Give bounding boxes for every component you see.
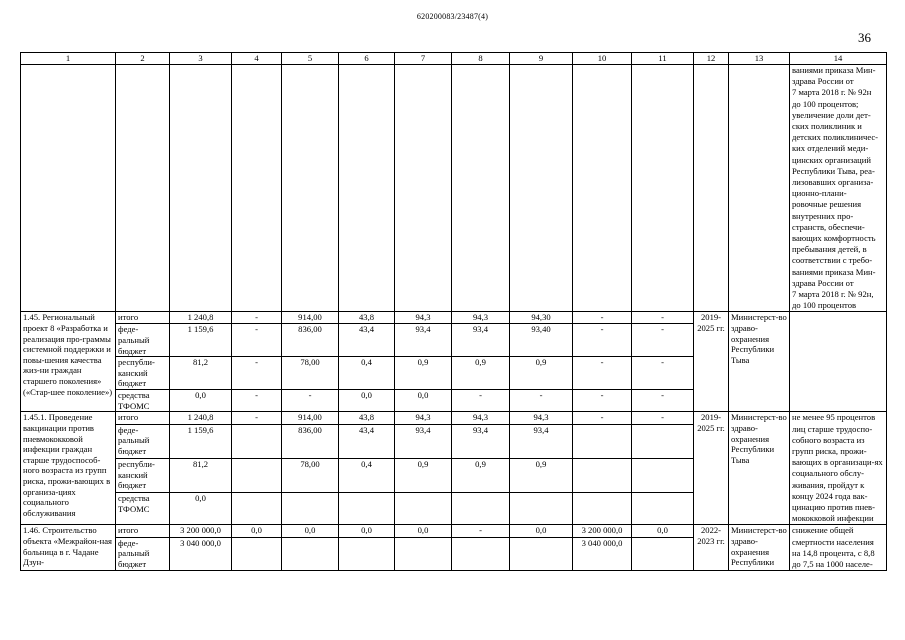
value-cell: 0,0 <box>339 390 395 412</box>
value-cell: 94,3 <box>510 412 573 424</box>
value-cell: - <box>632 357 694 390</box>
budget-table <box>20 52 887 571</box>
value-cell: 0,0 <box>510 525 573 537</box>
continued-row <box>21 65 887 312</box>
value-cell <box>232 537 282 571</box>
value-cell: 93,4 <box>395 324 452 357</box>
value-cell: - <box>632 324 694 357</box>
value-cell <box>452 537 510 571</box>
value-cell: 1 240,8 <box>170 412 232 424</box>
value-cell <box>232 459 282 493</box>
value-cell: 0,9 <box>452 459 510 493</box>
value-cell: - <box>573 412 632 424</box>
value-cell: 0,4 <box>339 357 395 390</box>
value-cell <box>510 493 573 525</box>
value-cell: 3 040 000,0 <box>170 537 232 571</box>
funding-source: средства ТФОМС <box>116 493 170 525</box>
value-cell: 0,0 <box>282 525 339 537</box>
value-cell: - <box>452 390 510 412</box>
value-cell <box>632 459 694 493</box>
executor-cell: Министерст-во здраво-охранения Республики <box>729 525 790 571</box>
value-cell <box>339 537 395 571</box>
value-cell: - <box>573 357 632 390</box>
value-cell: 0,0 <box>395 525 452 537</box>
value-cell: 0,9 <box>395 459 452 493</box>
value-cell: - <box>232 324 282 357</box>
funding-source: итого <box>116 412 170 424</box>
value-cell: 81,2 <box>170 357 232 390</box>
value-cell: 3 200 000,0 <box>573 525 632 537</box>
cell-empty <box>694 65 729 312</box>
value-cell: 43,8 <box>339 412 395 424</box>
column-header: 13 <box>729 53 790 65</box>
value-cell <box>632 424 694 458</box>
value-cell <box>282 537 339 571</box>
value-cell: - <box>632 390 694 412</box>
cell-empty <box>170 65 232 312</box>
item-name: 1.45.1. Проведение вакцинации против пневмококковой инфекции граждан старше трудоспособ-ного возраста из групп риска, прожи-вающих в организа-циях социального обслуживания <box>21 412 116 525</box>
value-cell: 0,9 <box>510 357 573 390</box>
cell-empty <box>282 65 339 312</box>
value-cell: 43,4 <box>339 424 395 458</box>
value-cell: - <box>573 312 632 324</box>
value-cell: 0,9 <box>395 357 452 390</box>
column-header: 11 <box>632 53 694 65</box>
value-cell: 78,00 <box>282 357 339 390</box>
period-cell: 2022-2023 гг. <box>694 525 729 571</box>
column-header: 12 <box>694 53 729 65</box>
funding-source: республи-канский бюджет <box>116 357 170 390</box>
cell-empty <box>452 65 510 312</box>
value-cell: 1 159,6 <box>170 424 232 458</box>
value-cell: 1 159,6 <box>170 324 232 357</box>
value-cell: 43,4 <box>339 324 395 357</box>
cell-empty <box>395 65 452 312</box>
value-cell: 43,8 <box>339 312 395 324</box>
expected-result <box>790 312 887 412</box>
header-row <box>21 53 887 65</box>
value-cell <box>232 424 282 458</box>
column-header: 14 <box>790 53 887 65</box>
value-cell: 0,0 <box>170 390 232 412</box>
value-cell: 914,00 <box>282 412 339 424</box>
funding-source: итого <box>116 525 170 537</box>
funding-source: феде-ральный бюджет <box>116 424 170 458</box>
page-number: 36 <box>858 30 871 45</box>
value-cell: 3 040 000,0 <box>573 537 632 571</box>
value-cell: - <box>632 312 694 324</box>
value-cell <box>339 493 395 525</box>
value-cell: 0,0 <box>632 525 694 537</box>
column-header: 5 <box>282 53 339 65</box>
value-cell: 94,3 <box>395 312 452 324</box>
value-cell: 0,4 <box>339 459 395 493</box>
value-cell: - <box>232 390 282 412</box>
value-cell: 93,4 <box>395 424 452 458</box>
value-cell <box>232 493 282 525</box>
value-cell: - <box>632 412 694 424</box>
expected-result: снижение общей смертности населения на 14,8 процента, с 8,8 до 7,5 на 1000 населе- <box>790 525 887 571</box>
value-cell <box>452 493 510 525</box>
column-header: 10 <box>573 53 632 65</box>
value-cell: - <box>452 525 510 537</box>
value-cell <box>282 493 339 525</box>
table-row <box>21 412 887 424</box>
value-cell: 914,00 <box>282 312 339 324</box>
funding-source: феде-ральный бюджет <box>116 537 170 571</box>
value-cell: 0,9 <box>452 357 510 390</box>
value-cell <box>395 537 452 571</box>
cell-empty <box>573 65 632 312</box>
value-cell: 0,0 <box>232 525 282 537</box>
value-cell <box>573 493 632 525</box>
item-name: 1.45. Региональный проект 8 «Разработка и реализация про-граммы системной поддержки и повы-шения качества жиз-ни граждан старшего поколения» («Стар-шее поколение») <box>21 312 116 412</box>
value-cell: - <box>510 390 573 412</box>
value-cell: 836,00 <box>282 424 339 458</box>
value-cell: 0,0 <box>395 390 452 412</box>
item-name: 1.46. Строительство объекта «Межрайон-ная больница в г. Чадане Дзун- <box>21 525 116 571</box>
period-cell: 2019-2025 гг. <box>694 412 729 525</box>
funding-source: итого <box>116 312 170 324</box>
value-cell: 1 240,8 <box>170 312 232 324</box>
funding-source: феде-ральный бюджет <box>116 324 170 357</box>
expected-result: не менее 95 процентов лиц старше трудоспо-собного возраста из групп риска, прожи-вающих в организаци-ях социального обслу-живания, пройдут к концу 2024 года вак-цинацию против пнев-мококковой инфекции <box>790 412 887 525</box>
executor-cell: Министерст-во здраво-охранения Республики Тыва <box>729 312 790 412</box>
value-cell: 94,3 <box>395 412 452 424</box>
value-cell: 94,3 <box>452 412 510 424</box>
funding-source: средства ТФОМС <box>116 390 170 412</box>
document-code: 620200083/23487(4) <box>416 12 489 21</box>
column-header: 1 <box>21 53 116 65</box>
value-cell <box>573 424 632 458</box>
value-cell: 93,4 <box>452 424 510 458</box>
value-cell: 81,2 <box>170 459 232 493</box>
value-cell <box>573 459 632 493</box>
value-cell <box>510 537 573 571</box>
executor-cell: Министерст-во здраво-охранения Республики Тыва <box>729 412 790 525</box>
column-header: 2 <box>116 53 170 65</box>
cell-empty <box>632 65 694 312</box>
value-cell <box>632 493 694 525</box>
value-cell: - <box>573 390 632 412</box>
value-cell: 3 200 000,0 <box>170 525 232 537</box>
value-cell: 94,30 <box>510 312 573 324</box>
value-cell: 836,00 <box>282 324 339 357</box>
value-cell: - <box>232 412 282 424</box>
column-header: 3 <box>170 53 232 65</box>
value-cell: 93,40 <box>510 324 573 357</box>
funding-source: республи-канский бюджет <box>116 459 170 493</box>
value-cell: 94,3 <box>452 312 510 324</box>
value-cell: 93,4 <box>452 324 510 357</box>
value-cell: 78,00 <box>282 459 339 493</box>
value-cell: 93,4 <box>510 424 573 458</box>
value-cell: - <box>282 390 339 412</box>
value-cell: 0,0 <box>339 525 395 537</box>
column-header: 6 <box>339 53 395 65</box>
cell-empty <box>232 65 282 312</box>
column-header: 4 <box>232 53 282 65</box>
value-cell: - <box>232 357 282 390</box>
value-cell <box>632 537 694 571</box>
cell-empty <box>339 65 395 312</box>
cell-empty <box>729 65 790 312</box>
value-cell: - <box>232 312 282 324</box>
table-row <box>21 312 887 324</box>
cell-empty <box>21 65 116 312</box>
column-header: 8 <box>452 53 510 65</box>
continued-notes: ваниями приказа Мин- здрава России от 7 марта 2018 г. № 92н до 100 процентов; увеличение доли дет- ских поликлиник и детских поликлиничес- ких отделений меди- цинских организаций Республики Тыва, реа- лизовавших организа- ционно-плани- ровочные решения внутренних про- странств, обеспечи- вающих комфортность пребывания детей, в соответствии с требо- ваниями приказа Мин- здрава России от 7 марта 2018 г. № 92н, до 100 процентов <box>790 65 887 312</box>
value-cell <box>395 493 452 525</box>
cell-empty <box>510 65 573 312</box>
value-cell: 0,9 <box>510 459 573 493</box>
value-cell: 0,0 <box>170 493 232 525</box>
value-cell: - <box>573 324 632 357</box>
cell-empty <box>116 65 170 312</box>
column-header: 7 <box>395 53 452 65</box>
period-cell: 2019-2025 гг. <box>694 312 729 412</box>
column-header: 9 <box>510 53 573 65</box>
table-row <box>21 525 887 537</box>
